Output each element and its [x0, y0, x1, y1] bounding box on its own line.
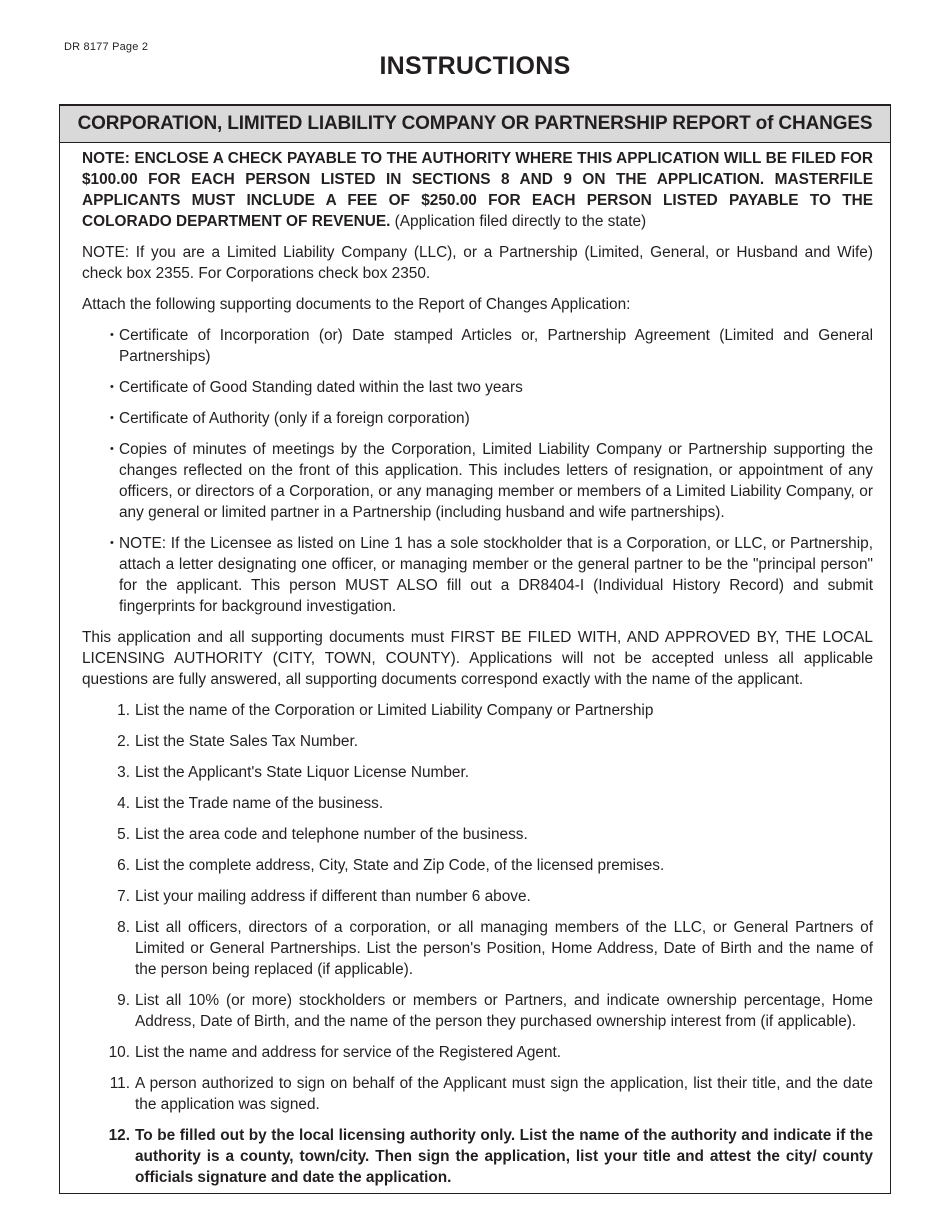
list-item: • Certificate of Authority (only if a foreign corporation) — [110, 410, 470, 427]
section-header: CORPORATION, LIMITED LIABILITY COMPANY OR PARTNERSHIP REPORT of CHANGES — [60, 106, 890, 143]
bullet-icon: • — [110, 443, 114, 455]
list-item: • NOTE: If the Licensee as listed on Line 1 has a sole stockholder that is a Corporation, or LLC, or Partnership, attach a letter designating one officer, or managing member or the general partner to be the "principal person" for the applicant. This person MUST ALSO fill out a DR8404-I (Individual History Record) and submit fingerprints for background investigation. — [110, 535, 873, 615]
fee-note — [82, 148, 873, 232]
list-item: • Certificate of Good Standing dated within the last two years — [110, 379, 523, 396]
fee-note-plain: (Application filed directly to the state) — [390, 213, 647, 230]
list-item: 4. List the Trade name of the business. — [117, 795, 384, 812]
bullet-icon: • — [110, 537, 114, 549]
fee-note-bold: NOTE: ENCLOSE A CHECK PAYABLE TO THE AUTHORITY WHERE THIS APPLICATION WILL BE FILED FOR $100.00 FOR EACH PERSON LISTED IN SECTIONS 8 AND 9 ON THE APPLICATION. MASTERFILE APPLICANTS MUST INCLUDE A FEE OF $250.00 FOR EACH PERSON LISTED PAYABLE TO THE COLORADO DEPARTMENT OF REVENUE. — [82, 150, 873, 230]
list-item: 2. List the State Sales Tax Number. — [117, 733, 358, 750]
list-item: • Certificate of Incorporation (or) Date stamped Articles or, Partnership Agreement (Limited and General Partnerships) — [110, 327, 873, 365]
list-item: 9. List all 10% (or more) stockholders or members or Partners, and indicate ownership percentage, Home Address, Date of Birth, and the name of the person they purchased ownership interest from (if applicable). — [117, 992, 873, 1030]
list-item: 10. List the name and address for service of the Registered Agent. — [108, 1044, 562, 1061]
bullet-icon: • — [110, 329, 114, 341]
list-item: 1. List the name of the Corporation or Limited Liability Company or Partnership — [117, 702, 654, 719]
list-item: 6. List the complete address, City, State and Zip Code, of the licensed premises. — [117, 857, 665, 874]
bullet-icon: • — [110, 412, 114, 424]
filing-note: This application and all supporting documents must FIRST BE FILED WITH, AND APPROVED BY, THE LOCAL LICENSING AUTHORITY (CITY, TOWN, COUNTY). Applications will not be accepted unless all applicable questions are fully answered, all supporting documents correspond exactly with the name of the applicant. — [82, 629, 873, 688]
bullet-icon: • — [110, 381, 114, 393]
list-item: 7. List your mailing address if different than number 6 above. — [117, 888, 531, 905]
supporting-documents-list — [82, 325, 873, 617]
attach-intro: Attach the following supporting documents to the Report of Changes Application: — [82, 296, 631, 313]
list-item: 5. List the area code and telephone number of the business. — [117, 826, 528, 843]
list-item: • Copies of minutes of meetings by the Corporation, Limited Liability Company or Partnership supporting the changes reflected on the front of this application. This includes letters of resignation, or appointment of any officers, or directors of a Corporation, or any managing member or members of a Limited Liability Company, or any general or limited partner in a Partnership (including husband and wife partnerships). — [110, 441, 873, 521]
instructions-box — [59, 104, 891, 1194]
numbered-instructions — [82, 700, 873, 1188]
list-item: 12. To be filled out by the local licensing authority only. List the name of the authority and indicate if the authority is a county, town/city. Then sign the application, list your title and attest the city/ county officials signature and date the application. — [108, 1127, 873, 1186]
list-item: 11. A person authorized to sign on behalf of the Applicant must sign the application, list their title, and the date the application was signed. — [109, 1075, 873, 1113]
instructions-content — [60, 143, 890, 1188]
list-item: 3. List the Applicant's State Liquor License Number. — [117, 764, 470, 781]
llc-note: NOTE: If you are a Limited Liability Company (LLC), or a Partnership (Limited, General, or Husband and Wife) check box 2355. For Corporations check box 2350. — [82, 244, 873, 282]
form-id: DR 8177 Page 2 — [64, 41, 149, 53]
list-item: 8. List all officers, directors of a corporation, or all managing members of the LLC, or General Partners of Limited or General Partnerships. List the person's Position, Home Address, Date of Birth and the name of the person being replaced (if applicable). — [117, 919, 873, 978]
page-title: INSTRUCTIONS — [379, 52, 571, 80]
